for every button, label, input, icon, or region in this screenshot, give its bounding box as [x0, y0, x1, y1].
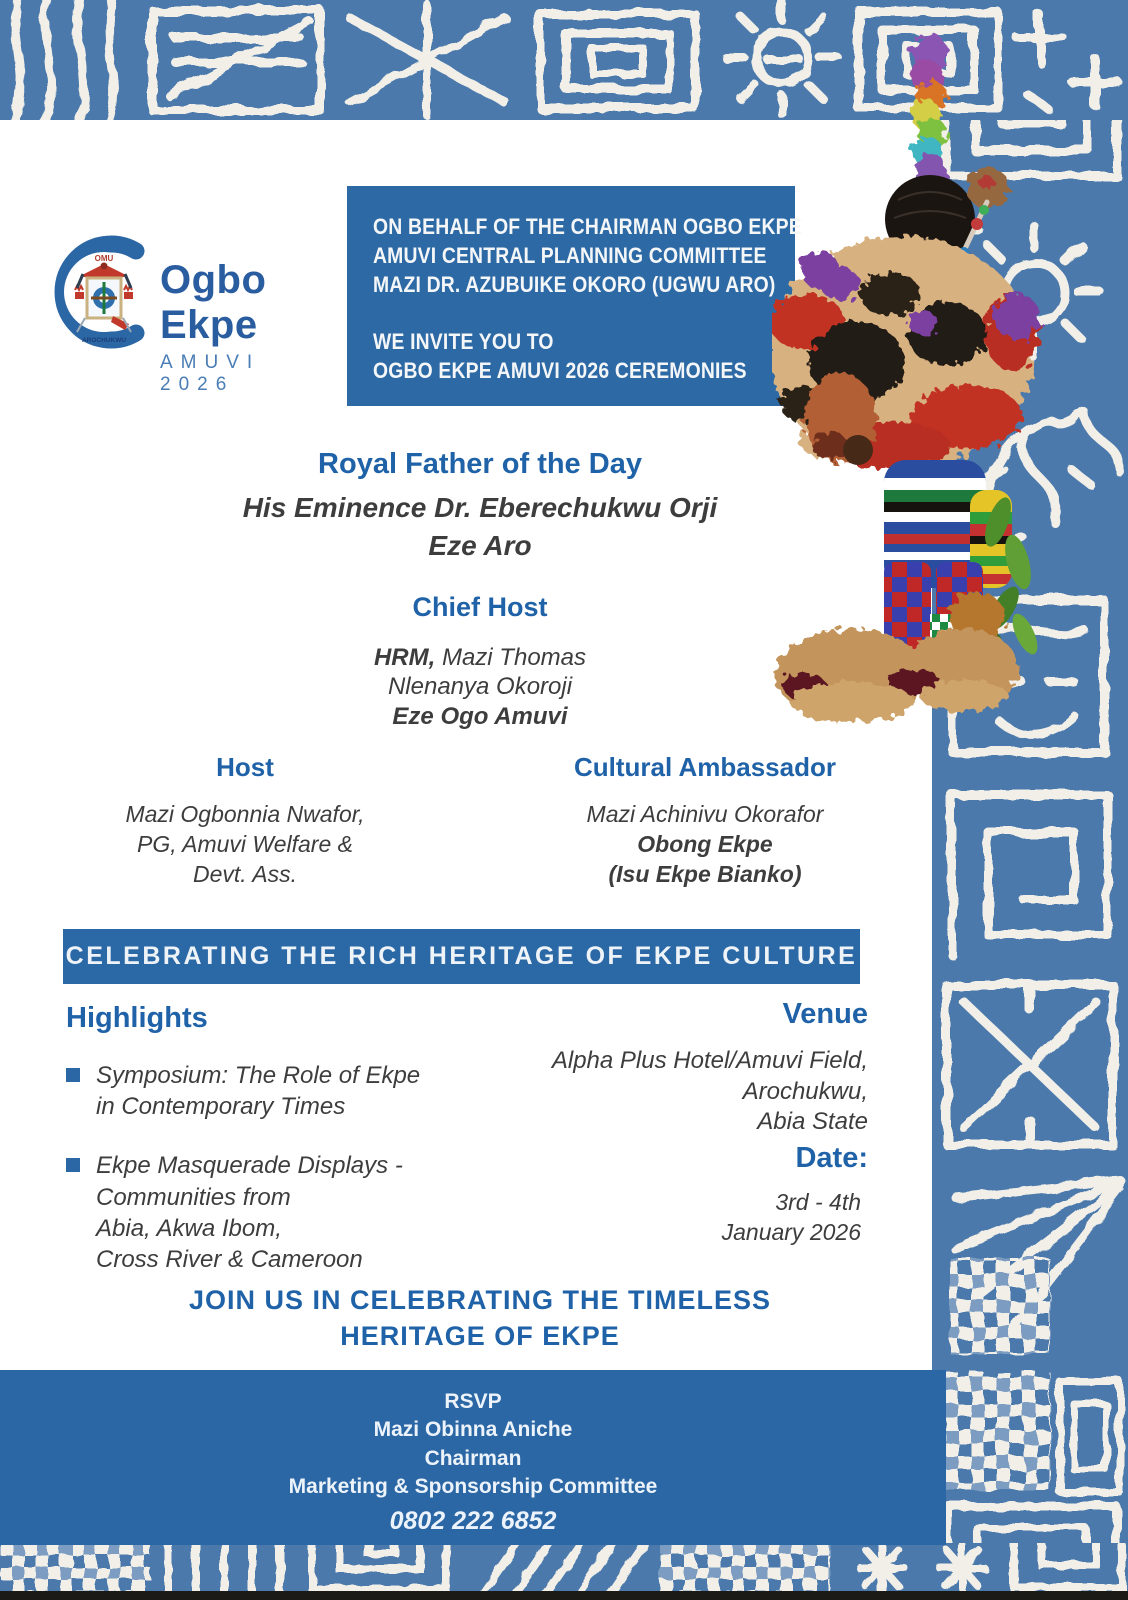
host-line: Devt. Ass. — [193, 860, 297, 887]
svg-text:OMU: OMU — [94, 254, 114, 263]
ambassador-title1: Obong Ekpe — [637, 830, 773, 857]
highlight-item — [66, 1060, 466, 1122]
logo-subtitle: AMUVI 2026 — [160, 352, 261, 395]
highlight-line: Communities from — [96, 1183, 291, 1211]
invite-line: AMUVI CENTRAL PLANNING COMMITTEE — [373, 243, 767, 269]
venue-lines — [460, 1046, 868, 1138]
square-bullet-icon — [66, 1068, 80, 1082]
chief-host-heading: Chief Host — [412, 592, 548, 622]
date-heading: Date: — [795, 1142, 868, 1174]
bottom-border-pattern — [0, 1543, 1128, 1593]
venue-heading: Venue — [782, 998, 868, 1030]
chief-host-name: Mazi Thomas — [441, 644, 587, 671]
highlight-line: Cross River & Cameroon — [96, 1245, 363, 1273]
highlight-line: Symposium: The Role of Ekpe — [96, 1062, 421, 1089]
venue-line: Arochukwu, — [742, 1077, 868, 1105]
date-lines — [608, 1188, 861, 1248]
join-line2: HERITAGE OF EKPE — [340, 1321, 620, 1352]
rsvp-phone: 0802 222 6852 — [389, 1507, 557, 1536]
chief-host-hrm: HRM, — [373, 644, 436, 671]
highlight-line: Abia, Akwa Ibom, — [96, 1214, 282, 1242]
ambassador-heading: Cultural Ambassador — [574, 752, 836, 782]
host-line: PG, Amuvi Welfare & — [136, 830, 353, 857]
venue-line: Abia State — [757, 1108, 868, 1136]
svg-text:AROCHUKWU: AROCHUKWU — [81, 337, 127, 344]
highlight-line: in Contemporary Times — [96, 1093, 346, 1121]
chief-host-line2: Nlenanya Okoroji — [387, 673, 573, 701]
invite-line: WE INVITE YOU TO — [373, 329, 554, 355]
host-heading: Host — [216, 752, 274, 782]
logo-title: Ogbo Ekpe — [160, 258, 267, 347]
highlight-text — [96, 1060, 420, 1122]
chief-host-lines — [60, 643, 900, 731]
invite-line: OGBO EKPE AMUVI 2026 CEREMONIES — [373, 358, 747, 384]
highlight-line: Ekpe Masquerade Displays - — [96, 1152, 403, 1180]
highlights-heading: Highlights — [66, 1002, 208, 1034]
chief-host-line3: Eze Ogo Amuvi — [392, 702, 568, 730]
date-line: January 2026 — [721, 1218, 861, 1245]
rsvp-committee: Marketing & Sponsorship Committee — [288, 1475, 658, 1499]
rsvp-role: Chairman — [424, 1446, 522, 1470]
invite-line: MAZI DR. AZUBUIKE OKORO (UGWU ARO) — [373, 272, 776, 298]
invitation-box — [347, 186, 802, 406]
rsvp-label: RSVP — [444, 1390, 502, 1413]
host-lines — [110, 800, 380, 890]
highlight-text — [96, 1150, 403, 1275]
rsvp-footer — [0, 1370, 946, 1545]
join-us-text — [60, 1282, 900, 1355]
royal-father-heading: Royal Father of the Day — [318, 448, 642, 480]
logo-emblem — [45, 220, 163, 370]
heritage-banner-text: CELEBRATING THE RICH HERITAGE OF EKPE CULTURE — [65, 942, 858, 970]
highlights-list — [66, 1060, 466, 1303]
invite-line: ON BEHALF OF THE CHAIRMAN OGBO EKPE — [373, 214, 802, 239]
ambassador-title2: (Isu Ekpe Bianko) — [608, 860, 802, 887]
highlight-item — [66, 1150, 466, 1275]
venue-line: Alpha Plus Hotel/Amuvi Field, — [551, 1047, 868, 1074]
ambassador-lines — [540, 800, 870, 890]
royal-father-title: Eze Aro — [428, 530, 532, 561]
ambassador-name: Mazi Achinivu Okorafor — [586, 801, 824, 827]
bottom-edge-line — [0, 1591, 1128, 1600]
rsvp-name: Mazi Obinna Aniche — [373, 1418, 573, 1442]
join-line1: JOIN US IN CELEBRATING THE TIMELESS — [188, 1285, 772, 1315]
royal-father-name: His Eminence Dr. Eberechukwu Orji — [242, 492, 718, 523]
date-line: 3rd - 4th — [775, 1189, 861, 1215]
heritage-banner — [63, 929, 860, 984]
logo — [45, 220, 345, 395]
square-bullet-icon — [66, 1158, 80, 1172]
host-line: Mazi Ogbonnia Nwafor, — [125, 801, 365, 827]
